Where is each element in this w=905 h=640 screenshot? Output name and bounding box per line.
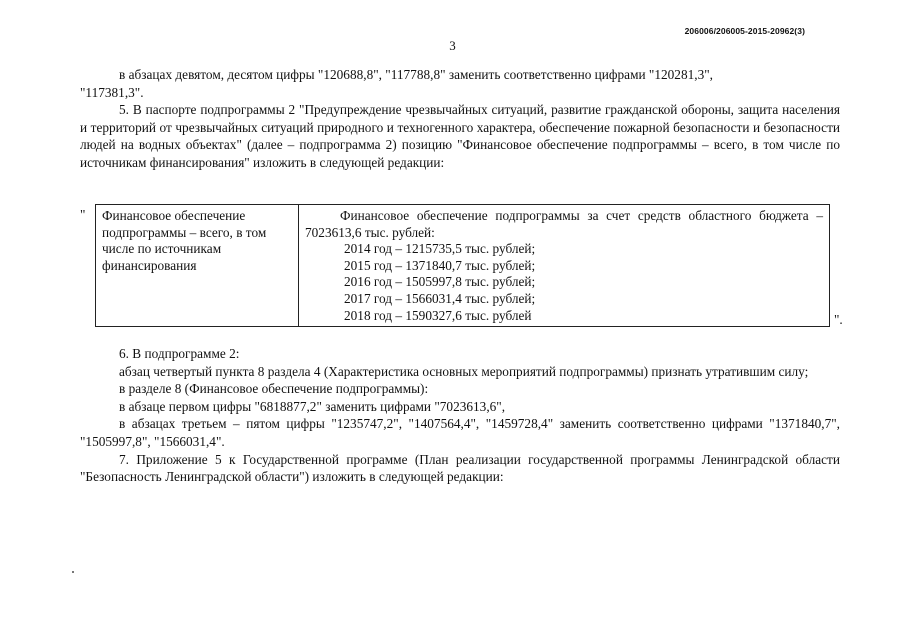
paragraph-third-fifth-abzac: в абзацах третьем – пятом цифры "1235747,2", "1407564,4", "1459728,4" заменить соответственно цифрами "1371840,7", "1505997,8", "1566031,4". <box>80 416 840 449</box>
financing-year-2014: 2014 год – 1215735,5 тыс. рублей; <box>344 241 536 257</box>
scan-speck <box>72 571 74 573</box>
financing-year-2017: 2017 год – 1566031,4 тыс. рублей; <box>344 290 536 306</box>
financing-value-cell <box>299 205 830 327</box>
financing-table <box>95 204 830 327</box>
paragraph-amend-ninth-tenth: в абзацах девятом, десятом цифры "120688,8", "117788,8" заменить соответственно цифрами "120281,3", <box>119 67 713 82</box>
paragraph-repeal-fourth: абзац четвертый пункта 8 раздела 4 (Характеристика основных мероприятий подпрограммы) признать утратившим силу; <box>119 363 809 379</box>
document-id: 206006/206005-2015-20962(3) <box>684 26 805 36</box>
paragraph-item-5: 5. В паспорте подпрограммы 2 "Предупреждение чрезвычайных ситуаций, развитие гражданской обороны, защита населения и территорий от чрезвычайных ситуаций природного и техногенного характера, обеспечение пожарной безопасности и безопасности людей на водных объектах" (далее – подпрограмма 2) позицию "Финансовое обеспечение подпрограммы – всего, в том числе по источникам финансирования" изложить в следующей редакции: <box>80 102 840 170</box>
paragraph-item-7: 7. Приложение 5 к Государственной программе (План реализации государственной программы Ленинградской области "Безопасность Ленинградской области") изложить в следующей редакции: <box>80 451 840 485</box>
paragraph-first-abzac: в абзаце первом цифры "6818877,2" заменить цифрами "7023613,6", <box>119 398 506 414</box>
text-block-bottom <box>80 345 840 486</box>
paragraph-section-8: в разделе 8 (Финансовое обеспечение подпрограммы): <box>119 381 429 397</box>
table-row <box>96 205 830 327</box>
quote-close-mark: ". <box>834 312 843 327</box>
financing-year-2018: 2018 год – 1590327,6 тыс. рублей <box>344 307 532 323</box>
financing-year-2016: 2016 год – 1505997,8 тыс. рублей; <box>344 274 536 290</box>
paragraph-amend-continuation: "117381,3". <box>80 84 144 100</box>
text-block-top <box>80 66 840 172</box>
paragraph-item-6: 6. В подпрограмме 2: <box>119 346 240 361</box>
quote-open-mark: " <box>80 207 86 222</box>
financing-total: Финансовое обеспечение подпрограммы за счет средств областного бюджета – 7023613,6 тыс. рублей: <box>305 208 823 240</box>
financing-year-2015: 2015 год – 1371840,7 тыс. рублей; <box>344 257 536 273</box>
financing-label-cell: Финансовое обеспечение подпрограммы – всего, в том числе по источникам финансирования <box>96 205 299 327</box>
page-number: 3 <box>449 38 456 53</box>
